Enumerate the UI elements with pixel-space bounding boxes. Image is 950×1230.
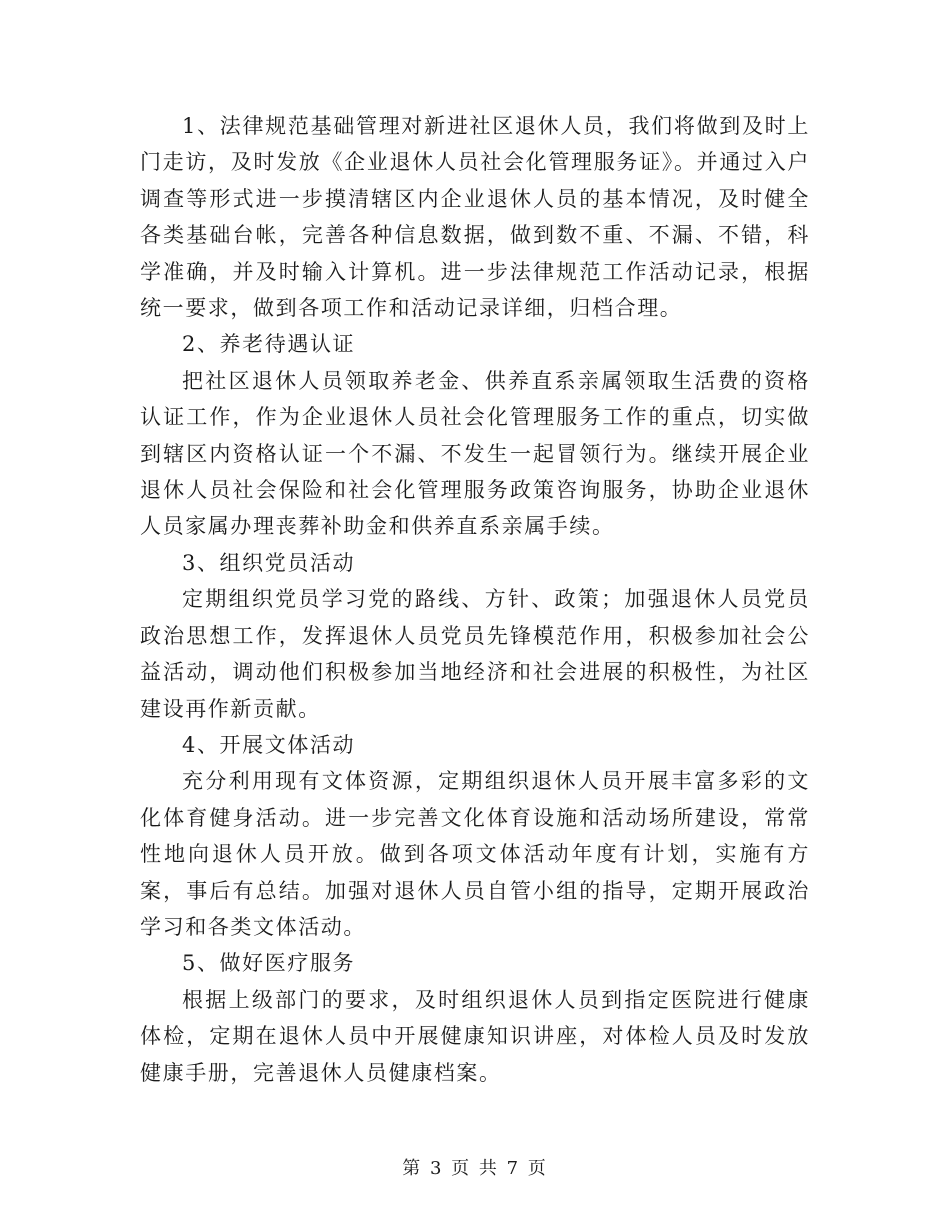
paragraph-party-activities: 定期组织党员学习党的路线、方针、政策；加强退休人员党员政治思想工作，发挥退休人员党员先锋模范作用，积极参加社会公益活动，调动他们积极参加当地经济和社会进展的积极性，为社区建设再作新贡献。	[140, 587, 810, 721]
paragraph-pension-certification: 把社区退休人员领取养老金、供养直系亲属领取生活费的资格认证工作，作为企业退休人员社会化管理服务工作的重点，切实做到辖区内资格认证一个不漏、不发生一起冒领行为。继续开展企业退休人员社会保险和社会化管理服务政策咨询服务，协助企业退休人员家属办理丧葬补助金和供养直系亲属手续。	[140, 368, 810, 539]
heading-party-activities: 3、组织党员活动	[182, 550, 356, 575]
page-number-footer: 第 3 页 共 7 页	[402, 1158, 548, 1179]
heading-medical-services: 5、做好医疗服务	[182, 951, 356, 976]
document-body	[140, 108, 810, 1091]
paragraph-medical-services: 根据上级部门的要求，及时组织退休人员到指定医院进行健康体检，定期在退休人员中开展健康知识讲座，对体检人员及时发放健康手册，完善退休人员健康档案。	[140, 987, 810, 1085]
paragraph-legal-management: 1、法律规范基础管理对新进社区退休人员，我们将做到及时上门走访，及时发放《企业退休人员社会化管理服务证》。并通过入户调查等形式进一步摸清辖区内企业退休人员的基本情况，及时健全各类基础台帐，完善各种信息数据，做到数不重、不漏、不错，科学准确，并及时输入计算机。进一步法律规范工作活动记录，根据统一要求，做到各项工作和活动记录详细，归档合理。	[140, 114, 810, 321]
heading-cultural-activities: 4、开展文体活动	[182, 732, 356, 757]
heading-pension-certification: 2、养老待遇认证	[182, 332, 356, 357]
paragraph-cultural-activities: 充分利用现有文体资源，定期组织退休人员开展丰富多彩的文化体育健身活动。进一步完善文化体育设施和活动场所建设，常常性地向退休人员开放。做到各项文体活动年度有计划，实施有方案，事后有总结。加强对退休人员自管小组的指导，定期开展政治学习和各类文体活动。	[140, 769, 810, 939]
